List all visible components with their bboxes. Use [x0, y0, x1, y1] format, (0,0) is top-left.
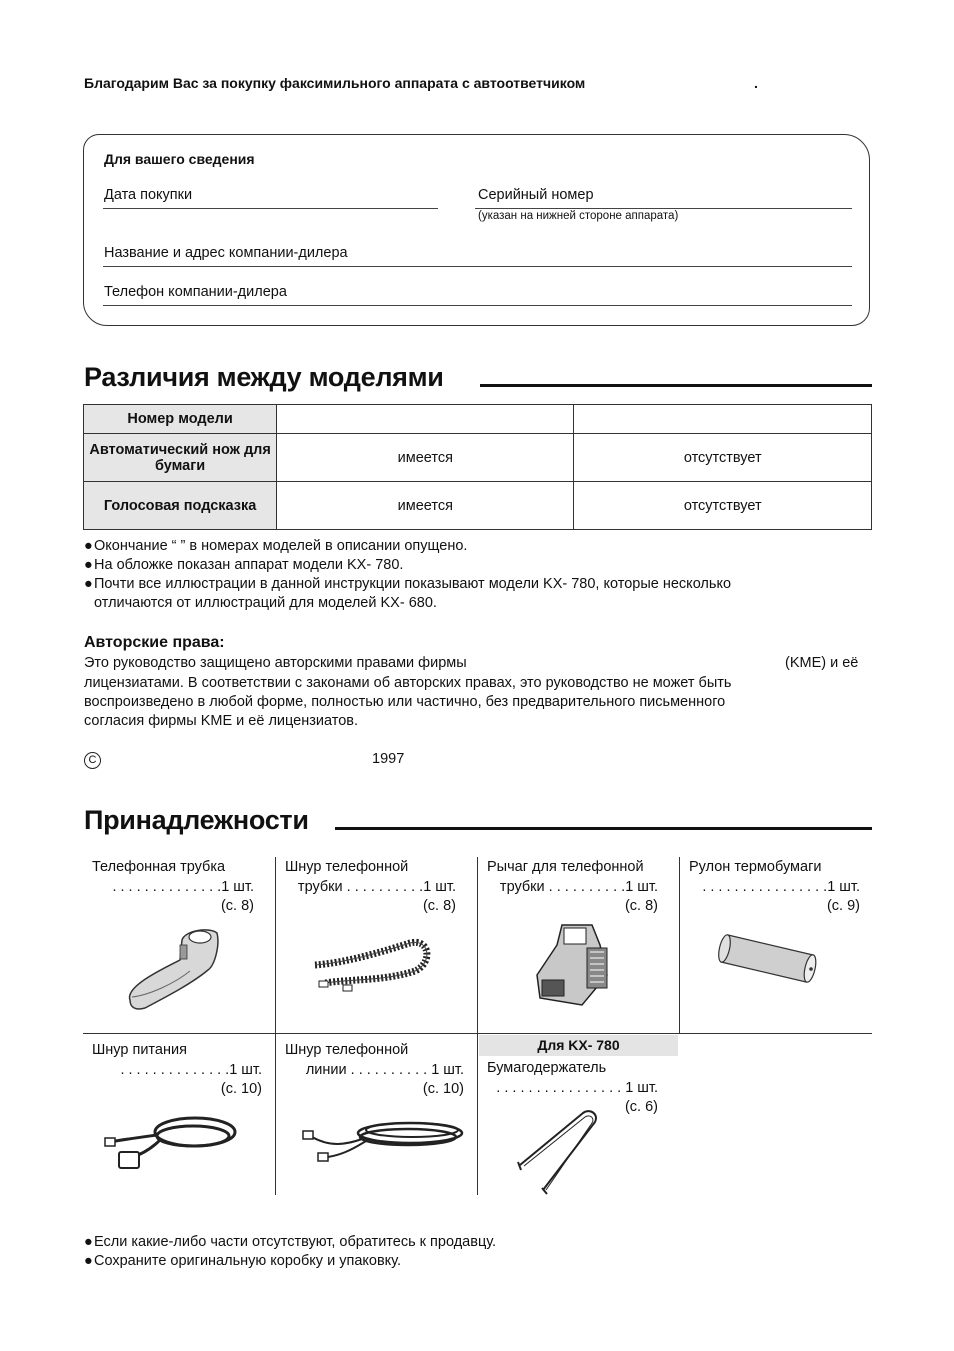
dealer-phone-label: Телефон компании-дилера: [104, 284, 287, 300]
serial-number-note: (указан на нижней стороне аппарата): [478, 210, 679, 222]
note-text: Почти все иллюстрации в данной инструкции показывают модели KX- 780, которые несколько: [94, 576, 732, 592]
paper-cutter-col1: имеется: [277, 434, 574, 482]
models-note-3: [84, 575, 731, 594]
info-box-title: Для вашего сведения: [104, 151, 255, 167]
phone-line-cord-icon: [300, 1115, 465, 1170]
table-row: [84, 434, 872, 482]
intro-dot: .: [754, 75, 758, 91]
purchase-date-line: [103, 208, 438, 209]
handset-icon: [120, 925, 220, 1010]
row-label-paper-cutter: Автоматический нож для бумаги: [84, 434, 277, 482]
accessory-paper-holder: [487, 1059, 658, 1118]
accessory-handset: [92, 858, 254, 917]
accessories-note-2: [84, 1252, 401, 1271]
note-text: На обложке показан аппарат модели KX- 780.: [94, 557, 404, 573]
purchase-date-label: Дата покупки: [104, 187, 193, 203]
copyright-line4: согласия фирмы KME и её лицензиатов.: [84, 713, 358, 729]
copyright-line1-left: Это руководство защищено авторскими правами фирмы: [84, 655, 467, 671]
bullet-icon: ●: [84, 576, 93, 592]
accessory-qty: . . . . . . . . . . . . . .1 шт.: [120, 1061, 262, 1078]
dealer-name-line: [103, 266, 852, 267]
serial-number-label: Серийный номер: [478, 187, 594, 203]
accessory-phone-line-cord: [285, 1041, 464, 1100]
accessory-handset-lever: [487, 858, 658, 917]
bullet-icon: ●: [84, 538, 93, 554]
handset-lever-icon: [532, 920, 617, 1010]
accessory-qty: . . . . . . . . . . . . . . . . 1 шт.: [496, 1079, 658, 1096]
dealer-phone-line: [103, 305, 852, 306]
copyright-line1-right: (KME) и её: [785, 655, 859, 671]
intro-text: Благодарим Вас за покупку факсимильного аппарата с автоответчиком: [84, 75, 586, 91]
models-note-1: [84, 537, 467, 556]
for-model-label: Для KX- 780: [479, 1035, 678, 1056]
models-note-2: [84, 556, 403, 575]
accessory-power-cord: [92, 1041, 262, 1100]
accessory-qty: линии . . . . . . . . . . 1 шт.: [305, 1061, 464, 1078]
model-col1-header: [277, 405, 574, 434]
accessory-name: Шнур телефонной: [285, 859, 409, 875]
voice-guidance-col1: имеется: [277, 482, 574, 530]
accessory-qty: . . . . . . . . . . . . . . . .1 шт.: [702, 878, 860, 895]
model-number-header: Номер модели: [84, 405, 277, 434]
note-text: Сохраните оригинальную коробку и упаковку.: [94, 1253, 401, 1269]
bullet-icon: ●: [84, 1253, 93, 1269]
accessory-qty: трубки . . . . . . . . . .1 шт.: [297, 878, 456, 895]
copyright-line3: воспроизведено в любой форме, полностью или частично, без предварительного письменного: [84, 694, 726, 710]
copyright-line2: лицензиатами. В соответствии с законами об авторских правах, это руководство не может быть: [84, 675, 732, 691]
models-note-3-continued: отличаются от иллюстраций для моделей KX- 680.: [94, 595, 437, 611]
bullet-icon: ●: [84, 557, 93, 573]
accessory-ref: (с. 6): [624, 1099, 658, 1115]
note-text: Если какие-либо части отсутствуют, обратитесь к продавцу.: [94, 1234, 497, 1250]
accessory-qty: трубки . . . . . . . . . .1 шт.: [499, 878, 658, 895]
serial-number-line: [475, 208, 852, 209]
models-heading: Различия между моделями: [84, 362, 444, 392]
models-table: [83, 404, 872, 530]
accessory-qty: . . . . . . . . . . . . . .1 шт.: [112, 878, 254, 895]
grid-divider: [83, 1033, 872, 1034]
accessory-name: Рулон термобумаги: [689, 859, 822, 875]
accessory-handset-cord: [285, 858, 456, 917]
grid-divider: [679, 857, 680, 1033]
accessory-name: Телефонная трубка: [92, 859, 226, 875]
power-cord-icon: [105, 1110, 245, 1175]
accessory-name: Шнур питания: [92, 1042, 187, 1058]
copyright-year: 1997: [372, 751, 405, 767]
accessory-name: Рычаг для телефонной: [487, 859, 644, 875]
note-text: Окончание “ ” в номерах моделей в описании опущено.: [94, 538, 468, 554]
grid-divider: [275, 857, 276, 1195]
accessory-name: Бумагодержатель: [487, 1060, 607, 1076]
accessory-ref: (с. 9): [826, 898, 860, 914]
paper-roll-icon: [718, 930, 828, 985]
paper-cutter-col2: отсутствует: [574, 434, 872, 482]
models-heading-rule: [480, 384, 872, 387]
table-row: [84, 482, 872, 530]
accessory-name: Шнур телефонной: [285, 1042, 409, 1058]
accessories-heading: Принадлежности: [84, 805, 309, 835]
model-col2-header: [574, 405, 872, 434]
accessory-ref: (с. 8): [624, 898, 658, 914]
accessory-ref: (с. 10): [422, 1081, 464, 1097]
accessory-ref: (с. 8): [422, 898, 456, 914]
models-table-header-row: [84, 405, 872, 434]
paper-holder-icon: [515, 1110, 605, 1195]
copyright-heading: Авторские права:: [84, 634, 225, 651]
dealer-name-label: Название и адрес компании-дилера: [104, 245, 348, 261]
accessory-paper-roll: [689, 858, 860, 917]
voice-guidance-col2: отсутствует: [574, 482, 872, 530]
grid-divider: [477, 857, 478, 1195]
accessories-heading-rule: [335, 827, 872, 830]
accessories-note-1: [84, 1233, 496, 1252]
row-label-voice-guidance: Голосовая подсказка: [84, 482, 277, 530]
coiled-cord-icon: [305, 933, 430, 993]
accessory-ref: (с. 10): [220, 1081, 262, 1097]
copyright-symbol-icon: C: [84, 752, 101, 769]
bullet-icon: ●: [84, 1234, 93, 1250]
accessory-ref: (с. 8): [220, 898, 254, 914]
